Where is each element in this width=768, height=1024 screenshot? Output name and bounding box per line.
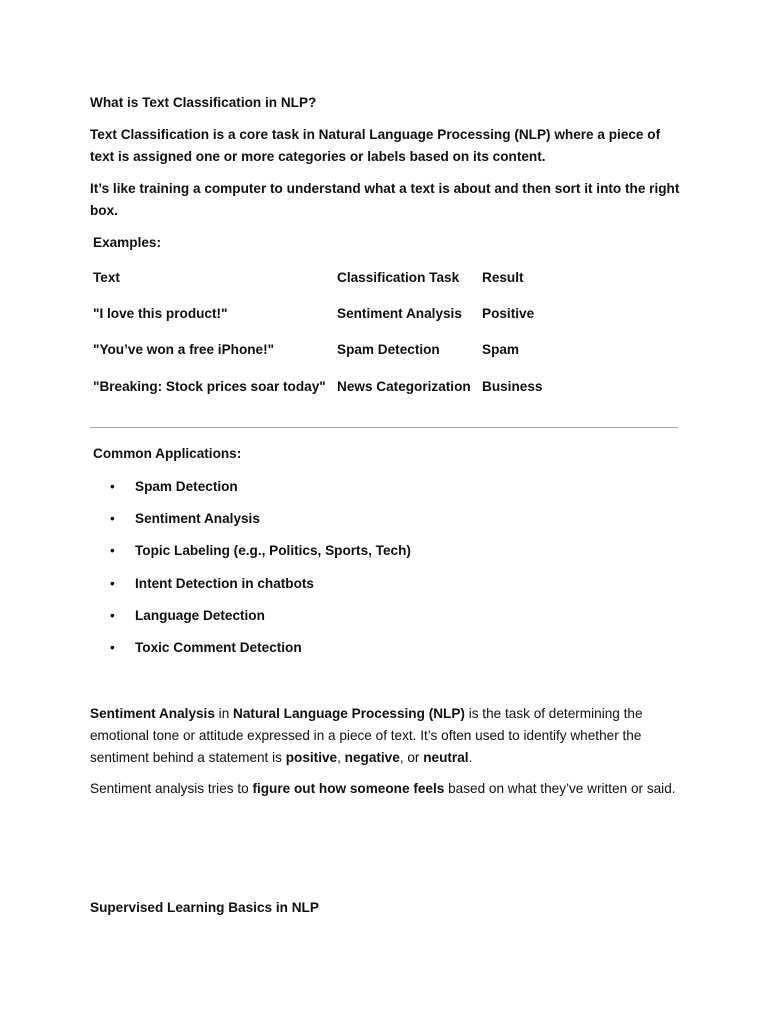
table-cell: News Categorization bbox=[337, 379, 471, 394]
sentiment-paragraph-1 bbox=[90, 703, 680, 769]
bullet-icon: • bbox=[110, 608, 115, 623]
bullet-icon: • bbox=[110, 511, 115, 526]
inline-text: based on what they’ve written or said. bbox=[444, 781, 676, 796]
inline-text: , or bbox=[399, 750, 424, 765]
table-header-cell: Result bbox=[482, 270, 524, 285]
bold-term: Sentiment Analysis bbox=[90, 706, 215, 721]
intro-paragraph-1: Text Classification is a core task in Natural Language Processing (NLP) where a piece of text is assigned one or more categories or labels based on its content. bbox=[90, 127, 661, 164]
inline-text: in bbox=[214, 706, 234, 721]
examples-label: Examples: bbox=[93, 235, 162, 250]
list-item-text: Toxic Comment Detection bbox=[135, 640, 302, 655]
table-cell: "Breaking: Stock prices soar today" bbox=[93, 379, 326, 394]
table-header-cell: Classification Task bbox=[337, 270, 460, 285]
inline-text: . bbox=[468, 750, 473, 765]
bold-term: negative bbox=[344, 750, 400, 765]
list-item-text: Spam Detection bbox=[135, 479, 238, 494]
bullet-icon: • bbox=[110, 640, 115, 655]
section-heading: Supervised Learning Basics in NLP bbox=[90, 900, 319, 915]
list-item-text: Language Detection bbox=[135, 608, 265, 623]
applications-label: Common Applications: bbox=[93, 446, 242, 461]
bold-term: figure out how someone feels bbox=[252, 781, 445, 796]
table-cell: Sentiment Analysis bbox=[337, 306, 462, 321]
inline-text: Sentiment analysis tries to bbox=[90, 781, 253, 796]
table-cell: Spam bbox=[482, 342, 520, 357]
list-item-text: Sentiment Analysis bbox=[135, 511, 260, 526]
inline-text: , bbox=[337, 750, 345, 765]
table-header-cell: Text bbox=[93, 270, 120, 285]
inline-text: is the task of determining the emotional tone or attitude expressed in a piece of text. It’s often used to identify whether the sentiment behind a statement is bbox=[90, 706, 643, 765]
sentiment-paragraph-2 bbox=[90, 778, 680, 800]
bullet-icon: • bbox=[110, 543, 115, 558]
table-cell: "I love this product!" bbox=[93, 306, 228, 321]
bold-term: positive bbox=[285, 750, 338, 765]
table-row bbox=[93, 340, 693, 360]
bold-term: neutral bbox=[423, 750, 469, 765]
intro-paragraph-2: It’s like training a computer to understand what a text is about and then sort it into the right box. bbox=[90, 181, 680, 218]
table-cell: Business bbox=[482, 379, 543, 394]
table-header-row bbox=[93, 268, 693, 288]
list-item-text: Topic Labeling (e.g., Politics, Sports, Tech) bbox=[135, 543, 411, 558]
table-cell: "You’ve won a free iPhone!" bbox=[93, 342, 275, 357]
page-title: What is Text Classification in NLP? bbox=[90, 95, 317, 110]
table-row bbox=[93, 304, 693, 324]
table-cell: Positive bbox=[482, 306, 535, 321]
list-item-text: Intent Detection in chatbots bbox=[135, 576, 314, 591]
table-row bbox=[93, 377, 693, 397]
bullet-icon: • bbox=[110, 479, 115, 494]
bold-term: Natural Language Processing (NLP) bbox=[233, 706, 465, 721]
horizontal-divider bbox=[90, 427, 678, 428]
table-cell: Spam Detection bbox=[337, 342, 440, 357]
bullet-icon: • bbox=[110, 576, 115, 591]
